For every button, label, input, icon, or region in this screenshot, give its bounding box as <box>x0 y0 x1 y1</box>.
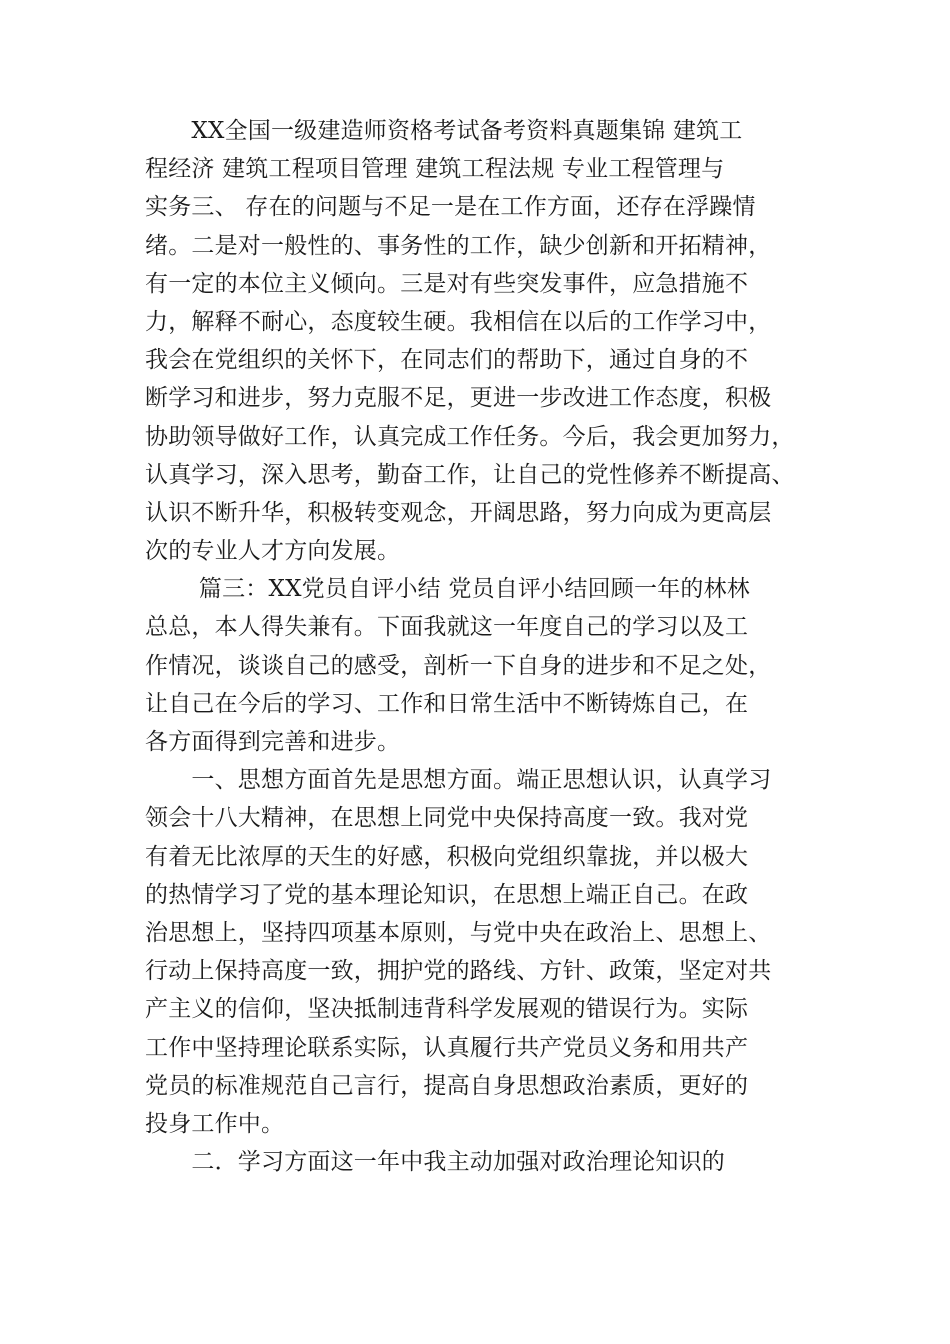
document-body <box>145 112 810 1181</box>
text-line: 绪。二是对一般性的、事务性的工作，缺少创新和开拓精神， <box>145 232 772 259</box>
text-line: 行动上保持高度一致，拥护党的路线、方针、政策，坚定对共 <box>145 958 772 985</box>
text-line: 程经济 建筑工程项目管理 建筑工程法规 专业工程管理与 <box>145 156 725 183</box>
text-line: 实务三、 存在的问题与不足一是在工作方面，还存在浮躁情 <box>145 194 756 221</box>
text-line: 的热情学习了党的基本理论知识，在思想上端正自己。在政 <box>145 881 749 908</box>
text-line: 认识不断升华，积极转变观念，开阔思路，努力向成为更高层 <box>145 499 772 526</box>
text-line: 各方面得到完善和进步。 <box>145 729 401 755</box>
text-line: 工作中坚持理论联系实际，认真履行共产党员义务和用共产 <box>145 1034 749 1061</box>
text-line: 认真学习，深入思考，勤奋工作，让自己的党性修养不断提高、 <box>145 461 795 488</box>
text-line: 协助领导做好工作，认真完成工作任务。今后，我会更加努力， <box>145 423 795 450</box>
text-line: 投身工作中。 <box>145 1110 285 1137</box>
text-line: XX全国一级建造师资格考试备考资料真题集锦 建筑工 <box>145 118 743 144</box>
text-line: 有着无比浓厚的天生的好感，积极向党组织靠拢，并以极大 <box>145 843 749 870</box>
text-line: 篇三：XX党员自评小结 党员自评小结回顾一年的林林 <box>145 576 750 603</box>
text-line: 我会在党组织的关怀下，在同志们的帮助下，通过自身的不 <box>145 347 749 374</box>
text-line: 二．学习方面这一年中我主动加强对政治理论知识的 <box>145 1149 725 1176</box>
text-line: 让自己在今后的学习、工作和日常生活中不断铸炼自己，在 <box>145 690 749 717</box>
text-line: 领会十八大精神，在思想上同党中央保持高度一致。我对党 <box>145 805 749 832</box>
text-line: 一、思想方面首先是思想方面。端正思想认识，认真学习 <box>145 767 772 794</box>
text-line: 治思想上，坚持四项基本原则，与党中央在政治上、思想上、 <box>145 919 772 946</box>
text-line: 作情况，谈谈自己的感受，剖析一下自身的进步和不足之处， <box>145 652 772 679</box>
text-line: 产主义的信仰，坚决抵制违背科学发展观的错误行为。实际 <box>145 996 749 1023</box>
text-line: 党员的标准规范自己言行，提高自身思想政治素质，更好的 <box>145 1072 749 1099</box>
text-line: 总总，本人得失兼有。下面我就这一年度自己的学习以及工 <box>145 614 749 641</box>
text-line: 力，解释不耐心，态度较生硬。我相信在以后的工作学习中， <box>145 308 772 335</box>
text-line: 断学习和进步，努力克服不足，更进一步改进工作态度，积极 <box>145 385 772 412</box>
text-line: 次的专业人才方向发展。 <box>145 538 401 565</box>
text-line: 有一定的本位主义倾向。三是对有些突发事件，应急措施不 <box>145 270 749 297</box>
